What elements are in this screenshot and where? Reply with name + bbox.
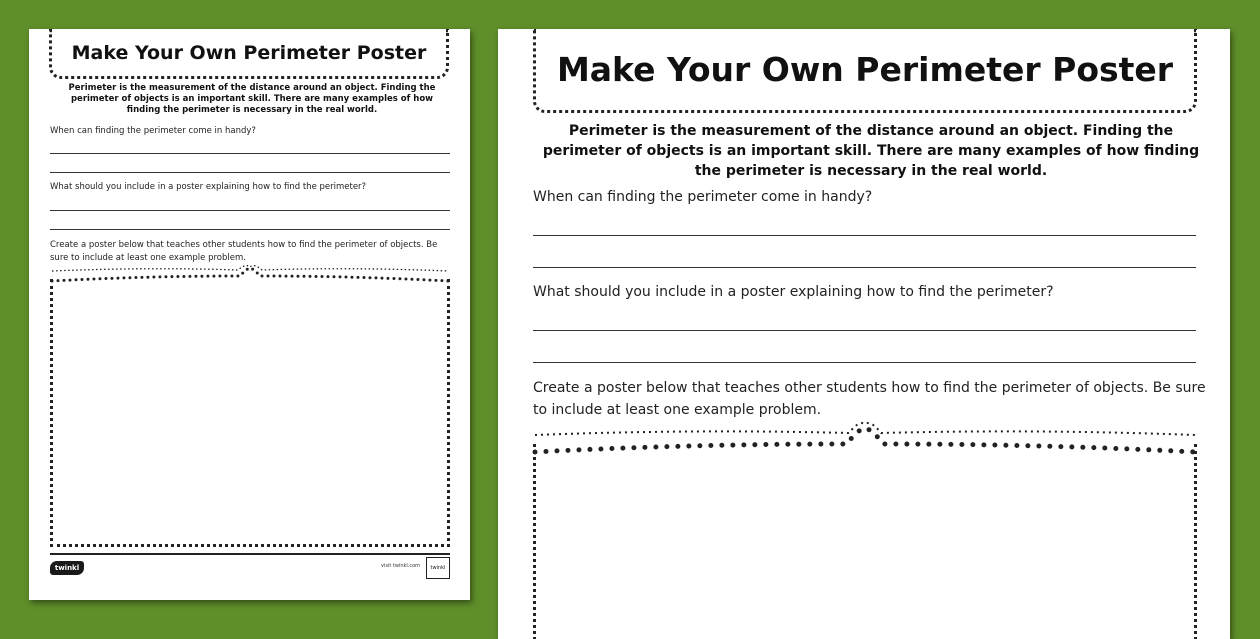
poster-area[interactable] <box>50 279 450 547</box>
footer-divider <box>50 553 450 555</box>
answer-line[interactable] <box>50 210 450 211</box>
worksheet-thumbnail <box>29 29 470 600</box>
title-box <box>533 29 1197 113</box>
page-title: Make Your Own Perimeter Poster <box>556 50 1174 89</box>
answer-line[interactable] <box>533 235 1196 236</box>
question-1-label: When can finding the perimeter come in handy? <box>533 189 873 205</box>
title-box <box>49 29 449 79</box>
answer-line[interactable] <box>533 362 1196 363</box>
create-instruction: Create a poster below that teaches other students how to find the perimeter of objects. Be sure to include at least one example problem. <box>50 240 438 263</box>
twinkl-badge-icon: twinkl <box>426 557 450 579</box>
twinkl-logo: twinkl <box>50 561 84 575</box>
create-instruction: Create a poster below that teaches other students how to find the perimeter of objects. Be sure to include at least one example problem. <box>533 380 1206 418</box>
intro-text: Perimeter is the measurement of the distance around an object. Finding the perimeter of objects is an important skill. There are many examples of how finding the perimeter is necessary in the real world. <box>68 83 436 115</box>
worksheet-enlarged <box>498 29 1230 639</box>
question-2-label: What should you include in a poster explaining how to find the perimeter? <box>50 182 367 192</box>
answer-line[interactable] <box>50 172 450 173</box>
answer-line[interactable] <box>50 153 450 154</box>
answer-line[interactable] <box>533 330 1196 331</box>
footer-visit-text: visit twinkl.com <box>381 563 421 569</box>
page-title: Make Your Own Perimeter Poster <box>71 41 427 64</box>
answer-line[interactable] <box>50 229 450 230</box>
intro-text: Perimeter is the measurement of the distance around an object. Finding the perimeter of objects is an important skill. There are many examples of how finding the perimeter is necessary in the real world. <box>542 123 1200 179</box>
question-1-label: When can finding the perimeter come in handy? <box>50 126 256 136</box>
poster-area[interactable] <box>533 444 1197 639</box>
answer-line[interactable] <box>533 267 1196 268</box>
question-2-label: What should you include in a poster explaining how to find the perimeter? <box>533 284 1054 300</box>
